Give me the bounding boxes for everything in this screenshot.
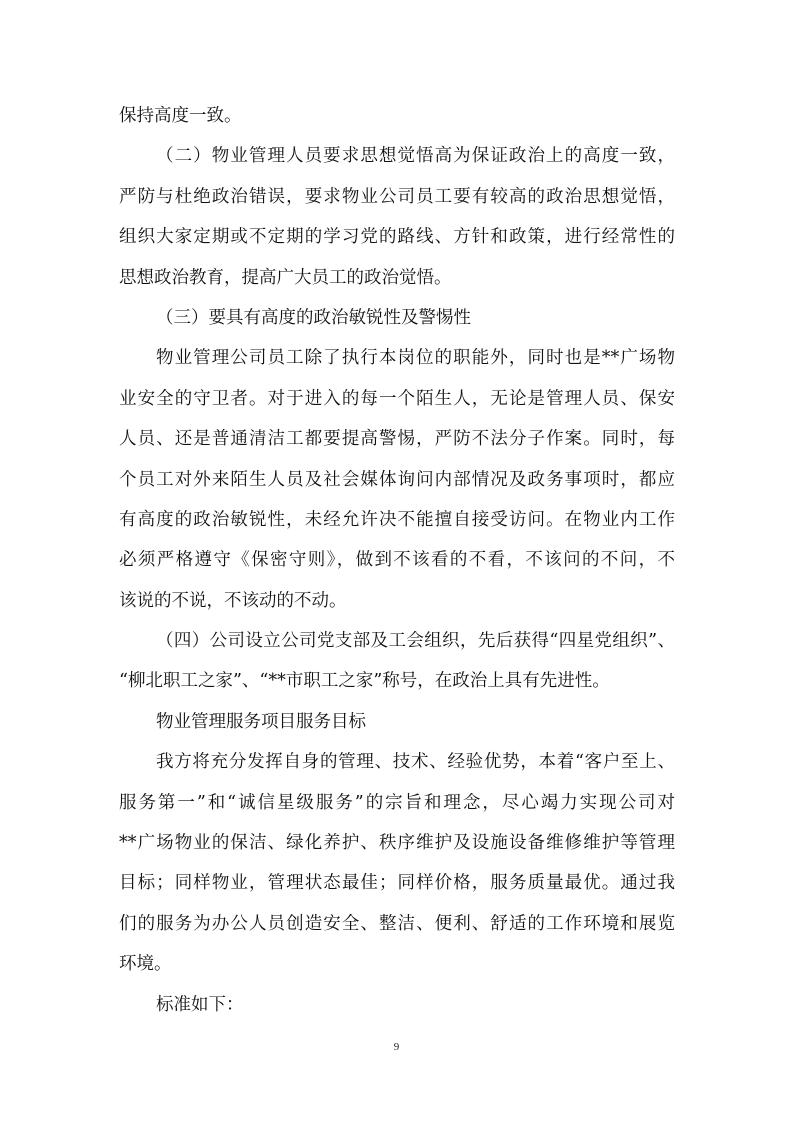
text-line: “柳北职工之家”、“**市职工之家”称号，在政治上具有先进性。	[119, 671, 610, 692]
text-line: 人员、还是普通清洁工都要提高警惕，严防不法分子作案。同时，每	[119, 429, 675, 450]
text-line: 有高度的政治敏锐性，未经允许决不能擅自接受访问。在物业内工作	[119, 509, 675, 530]
text-line: 服务第一”和“诚信星级服务”的宗旨和理念，尽心竭力实现公司对	[119, 792, 675, 813]
text-line: 我方将充分发挥自身的管理、技术、经验优势，本着“客户至上、	[156, 752, 675, 773]
body-text	[119, 96, 675, 1025]
text-line: 们的服务为办公人员创造安全、整洁、便利、舒适的工作环境和展览	[119, 913, 675, 934]
text-line: 个员工对外来陌生人员及社会媒体询问内部情况及政务事项时，都应	[119, 469, 675, 490]
section-heading: （三）要具有高度的政治敏锐性及警惕性	[156, 307, 471, 328]
text-line: 该说的不说，不该动的不动。	[119, 590, 347, 611]
text-line: 业安全的守卫者。对于进入的每一个陌生人，无论是管理人员、保安	[119, 388, 675, 409]
text-line: 标准如下：	[156, 994, 244, 1015]
text-line: 必须严格遵守《保密守则》，做到不该看的不看，不该问的不问，不	[119, 550, 675, 571]
text-line: **广场物业的保洁、绿化养护、秩序维护及设施设备维修维护等管理	[119, 833, 675, 854]
text-line: 目标；同样物业，管理状态最佳；同样价格，服务质量最优。通过我	[119, 873, 675, 894]
page-number: 9	[393, 1041, 400, 1053]
text-line: 保持高度一致。	[119, 106, 242, 126]
section-heading: 物业管理服务项目服务目标	[156, 711, 366, 732]
text-line: （四）公司设立公司党支部及工会组织，先后获得“四星党组织”、	[156, 631, 675, 652]
text-line: （二）物业管理人员要求思想觉悟高为保证政治上的高度一致，	[156, 146, 675, 167]
text-line: 组织大家定期或不定期的学习党的路线、方针和政策，进行经常性的	[119, 227, 675, 248]
text-line: 环境。	[119, 954, 172, 975]
text-line: 严防与杜绝政治错误，要求物业公司员工要有较高的政治思想觉悟，	[119, 186, 675, 207]
text-line: 思想政治教育，提高广大员工的政治觉悟。	[119, 267, 452, 288]
text-line: 物业管理公司员工除了执行本岗位的职能外，同时也是**广场物	[156, 348, 675, 369]
